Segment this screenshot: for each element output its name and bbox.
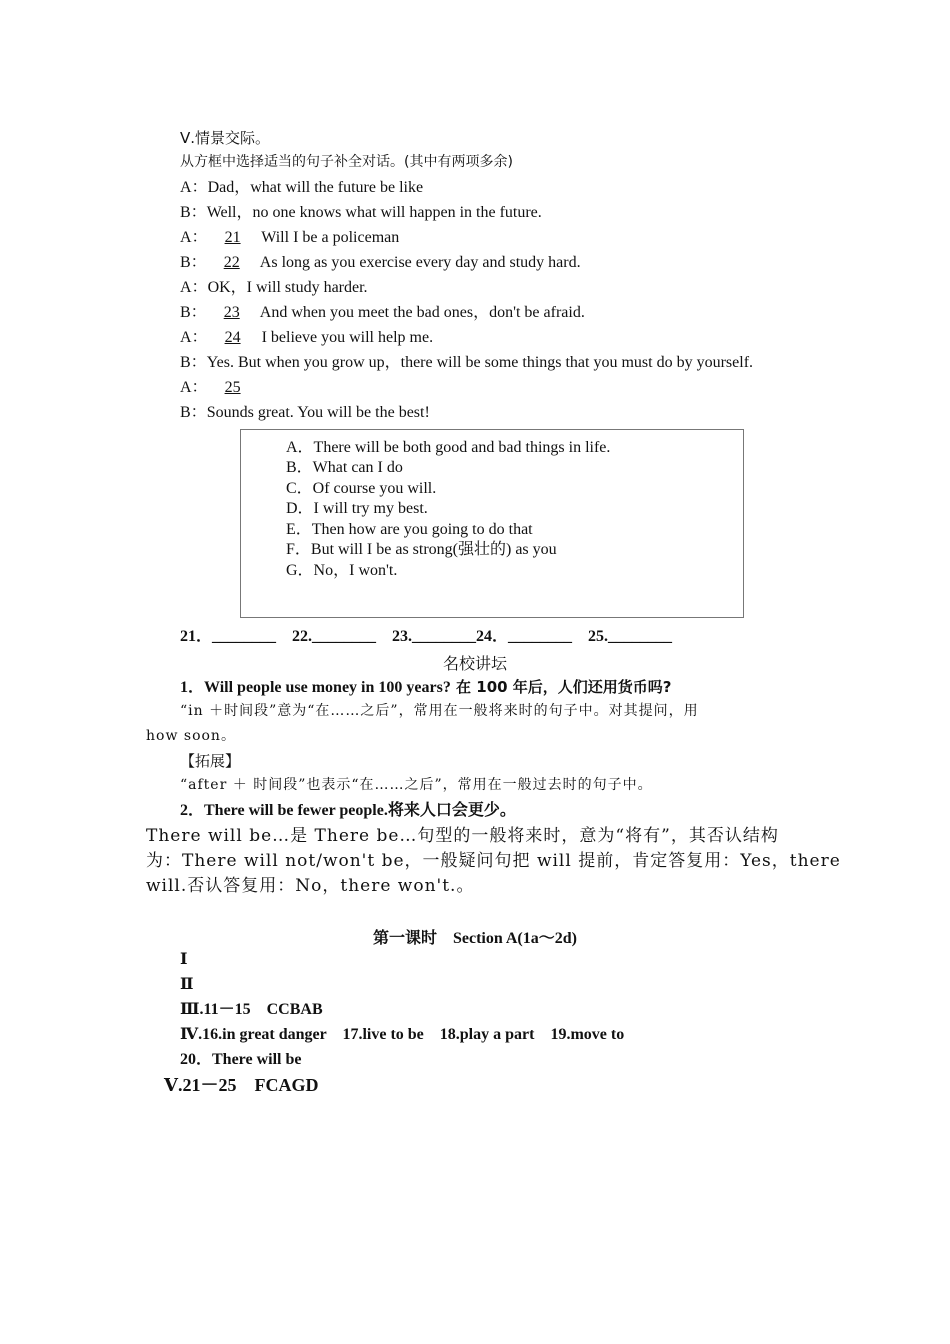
lecture-note-1b: how soon。 <box>146 728 236 744</box>
options-box <box>240 429 744 618</box>
section-title: Ⅴ.情景交际。 <box>180 129 271 147</box>
dialogue-line: A： 21 Will I be a policeman <box>180 229 400 246</box>
lecture-note-2c: will.否认答复用：No，there won't.。 <box>146 876 475 896</box>
answer-blank[interactable]: 25 <box>224 379 241 396</box>
option-f: F．But will I be as strong(强壮的) as you <box>286 541 557 558</box>
dialogue-line: B： 22 As long as you exercise every day and study hard. <box>180 254 581 271</box>
answer-line[interactable]: 21．________ 22.________ 23.________24．________ 25.________ <box>180 628 673 645</box>
dialogue-line: A：OK，I will study harder. <box>180 279 368 296</box>
option-c: C．Of course you will. <box>286 480 437 497</box>
answer-blank[interactable]: 23 <box>223 304 240 321</box>
answer-row: 20．There will be <box>180 1051 302 1068</box>
dialogue-line: B：Well，no one knows what will happen in the future. <box>180 204 542 221</box>
dialogue-line: B：Sounds great. You will be the best! <box>180 404 430 421</box>
lecture-title: 名校讲坛 <box>442 654 507 673</box>
dialogue-line: A： 25 <box>180 378 258 398</box>
dialogue-line: B： 23 And when you meet the bad ones，don't be afraid. <box>180 304 585 321</box>
lecture-note-2b: 为：There will not/won't be，一般疑问句把 will 提前，肯定答复用：Yes，there <box>146 851 841 871</box>
option-g: G．No，I won't. <box>286 562 398 579</box>
answers-title: 第一课时 Section A(1a～2d) <box>372 930 577 947</box>
lecture-note-1a: “in ＋时间段”意为“在……之后”，常用在一般将来时的句子中。对其提问，用 <box>180 703 699 719</box>
answer-row-last: Ⅴ.21－25 FCAGD <box>164 1075 319 1095</box>
dialogue-line: A：Dad，what will the future be like <box>180 179 424 196</box>
option-d: D．I will try my best. <box>286 500 428 517</box>
answer-blank[interactable]: 22 <box>223 254 240 271</box>
dialogue-line: B：Yes. But when you grow up，there will be some things that you must do by yourself. <box>180 354 754 371</box>
answer-row: Ⅰ <box>180 951 188 968</box>
expand-note: “after ＋ 时间段”也表示“在……之后”，常用在一般过去时的句子中。 <box>180 777 653 793</box>
lecture-note-2a: There will be…是 There be…句型的一般将来时，意为“将有”，其否认结构 <box>146 826 779 846</box>
answer-blank[interactable]: 21 <box>224 229 241 246</box>
section-instruction: 从方框中选择适当的句子补全对话。(其中有两项多余) <box>180 154 513 170</box>
answer-row: Ⅳ.16.in great danger 17.live to be 18.play a part 19.move to <box>180 1026 625 1043</box>
lecture-item-2: 2．There will be fewer people.将来人口会更少。 <box>180 802 516 819</box>
option-b: B．What can I do <box>286 459 403 476</box>
answer-row: Ⅲ.11－15 CCBAB <box>180 1001 323 1018</box>
answer-row: Ⅱ <box>180 976 194 993</box>
expand-label: 【拓展】 <box>180 752 241 770</box>
dialogue-line: A： 24 I believe you will help me. <box>180 329 434 346</box>
option-a: A．There will be both good and bad things in life. <box>286 439 611 456</box>
answer-blank[interactable]: 24 <box>224 329 241 346</box>
lecture-item-1: 1．Will people use money in 100 years? 在 100 年后，人们还用货币吗? <box>180 678 672 696</box>
option-e: E．Then how are you going to do that <box>286 521 533 538</box>
